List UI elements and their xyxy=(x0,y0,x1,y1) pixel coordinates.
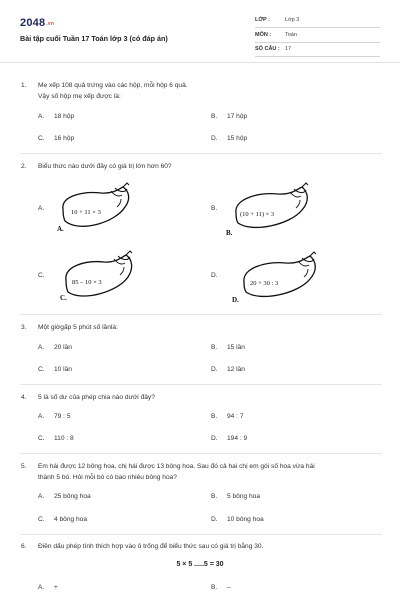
option-label: C. xyxy=(38,272,45,279)
question-number: 4. xyxy=(21,394,27,401)
question-divider xyxy=(20,453,382,454)
option-label: C. xyxy=(38,435,45,442)
logo-main-text: 2048 xyxy=(20,17,46,29)
equation: 5 × 5 .....5 = 30 xyxy=(176,561,224,568)
figure-expression: 20 + 30 : 3 xyxy=(250,280,279,287)
option-label: D. xyxy=(211,435,218,442)
question-text xyxy=(38,80,383,102)
question-line: thành 5 bó. Hỏi mỗi bó có bao nhiêu bông hoa? xyxy=(38,474,177,481)
option-label: A. xyxy=(38,344,45,351)
option-label: B. xyxy=(211,584,218,591)
question-text xyxy=(38,461,383,483)
question-line: Mẹ xếp 108 quả trứng vào các hộp, mỗi hộp 6 quả. xyxy=(38,82,188,89)
question-divider xyxy=(20,534,382,535)
eggplant-figure-d xyxy=(232,252,370,322)
option-text: 194 : 9 xyxy=(227,435,248,442)
option-b[interactable] xyxy=(211,344,245,351)
question-divider xyxy=(20,314,382,315)
question-text xyxy=(38,541,383,552)
option-text: 12 lần xyxy=(227,366,245,373)
option-b[interactable] xyxy=(211,584,231,591)
option-label: B. xyxy=(211,344,218,351)
meta-value: Toán xyxy=(285,32,297,38)
option-d[interactable] xyxy=(211,516,264,523)
option-d[interactable] xyxy=(211,366,245,373)
option-label: A. xyxy=(38,413,45,420)
question-line: Vậy số hộp mẹ xếp được là: xyxy=(38,93,121,100)
question-text xyxy=(38,322,383,333)
question-line: 5 là số dư của phép chia nào dưới đây? xyxy=(38,394,155,401)
figure-label: B. xyxy=(226,229,233,237)
option-label: C. xyxy=(38,135,45,142)
option-label: A. xyxy=(38,584,45,591)
question-line: Một giờgấp 5 phút số lầnlà: xyxy=(38,324,118,331)
figure-expression: 10 + 11 × 3 xyxy=(71,209,101,216)
option-text: + xyxy=(54,584,58,591)
eggplant-figure-a xyxy=(55,183,185,253)
option-label: D. xyxy=(211,366,218,373)
option-text: 94 : 7 xyxy=(227,413,244,420)
option-b[interactable] xyxy=(211,113,247,120)
site-logo[interactable] xyxy=(20,17,54,29)
meta-key: SỐ CÂU : xyxy=(255,46,280,52)
option-d[interactable] xyxy=(211,135,247,142)
question-number: 5. xyxy=(21,463,27,470)
figure-label: D. xyxy=(232,296,239,304)
question-divider xyxy=(20,153,382,154)
option-text: 15 hộp xyxy=(227,135,248,142)
option-a[interactable] xyxy=(38,584,58,591)
option-c[interactable] xyxy=(38,516,87,523)
option-text: 5 bông hoa xyxy=(227,493,261,500)
option-label: C. xyxy=(38,366,45,373)
eggplant-figure-c xyxy=(58,252,188,322)
question-text xyxy=(38,161,383,172)
option-text: 18 hộp xyxy=(54,113,75,120)
question-line: Điền dấu phép tính thích hợp vào ô trống để biểu thức sau có giá trị bằng 30. xyxy=(38,543,264,550)
figure-expression: 85 – 10 × 3 xyxy=(72,279,102,286)
option-text: 20 lần xyxy=(54,344,72,351)
option-label: B. xyxy=(211,205,218,212)
option-label: B. xyxy=(211,113,218,120)
meta-row-count xyxy=(255,43,380,57)
question-number: 3. xyxy=(21,324,27,331)
meta-key: LỚP : xyxy=(255,17,270,23)
option-text: 17 hộp xyxy=(227,113,248,120)
option-b[interactable] xyxy=(211,205,227,212)
option-label: C. xyxy=(38,516,45,523)
meta-row-class xyxy=(255,14,380,28)
option-label: D. xyxy=(211,516,218,523)
meta-row-subject xyxy=(255,29,380,43)
question-text xyxy=(38,392,383,403)
option-label: A. xyxy=(38,205,45,212)
logo-sub-text: .vn xyxy=(46,21,55,27)
option-a[interactable] xyxy=(38,413,71,420)
header-divider xyxy=(0,62,400,63)
page-title: Bài tập cuối Tuần 17 Toán lớp 3 (có đáp án) xyxy=(20,34,168,43)
option-text: 79 : 5 xyxy=(54,413,71,420)
option-label: A. xyxy=(38,113,45,120)
option-d[interactable] xyxy=(211,272,227,279)
figure-label: A. xyxy=(57,225,64,233)
question-line: Biểu thức nào dưới đây có giá trị lớn hơn 60? xyxy=(38,163,172,170)
option-text: 16 hộp xyxy=(54,135,75,142)
option-text: 10 lần xyxy=(54,366,72,373)
question-divider xyxy=(20,384,382,385)
question-line: Em hái được 12 bông hoa, chị hái được 13 bông hoa. Sau đó cả hai chị em gói số hoa vừa hái xyxy=(38,463,315,470)
option-b[interactable] xyxy=(211,413,244,420)
meta-value: Lớp 3 xyxy=(285,17,300,23)
option-label: B. xyxy=(211,413,218,420)
option-a[interactable] xyxy=(38,344,72,351)
option-c[interactable] xyxy=(38,435,74,442)
option-text: 110 : 8 xyxy=(54,435,74,442)
meta-value: 17 xyxy=(285,46,292,52)
option-a[interactable] xyxy=(38,493,91,500)
option-c[interactable] xyxy=(38,366,72,373)
question-number: 2. xyxy=(21,163,27,170)
option-a[interactable] xyxy=(38,113,74,120)
option-c[interactable] xyxy=(38,135,74,142)
option-label: D. xyxy=(211,272,218,279)
option-text: 15 lần xyxy=(227,344,245,351)
option-text: – xyxy=(227,584,231,591)
option-label: A. xyxy=(38,493,45,500)
option-text: 4 bông hoa xyxy=(54,516,88,523)
option-b[interactable] xyxy=(211,493,260,500)
option-c[interactable] xyxy=(38,272,54,279)
meta-key: MÔN : xyxy=(255,32,272,38)
question-number: 1. xyxy=(21,82,27,89)
figure-expression: (10 + 11) × 3 xyxy=(240,211,275,218)
option-label: D. xyxy=(211,135,218,142)
option-text: 10 bông hoa xyxy=(227,516,264,523)
eggplant-figure-b xyxy=(226,183,362,253)
figure-label: C. xyxy=(60,294,67,302)
option-label: B. xyxy=(211,493,218,500)
question-number: 6. xyxy=(21,543,27,550)
option-a[interactable] xyxy=(38,205,54,212)
option-text: 25 bông hoa xyxy=(54,493,91,500)
option-d[interactable] xyxy=(211,435,247,442)
